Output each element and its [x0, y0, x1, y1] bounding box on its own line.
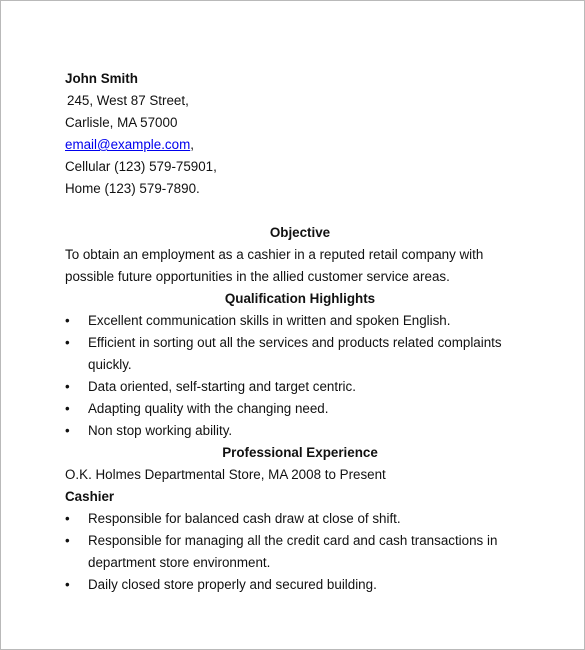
list-item-text: Adapting quality with the changing need.: [88, 401, 329, 416]
email-suffix: ,: [190, 137, 194, 152]
list-item-text: Data oriented, self-starting and target centric.: [88, 379, 356, 394]
list-item: [65, 376, 535, 398]
spacer: [65, 200, 535, 222]
list-item: [65, 420, 535, 442]
list-item-text: Non stop working ability.: [88, 423, 233, 438]
list-item-text: Responsible for managing all the credit card and cash transactions in department store environment.: [88, 533, 498, 570]
contact-name: John Smith: [65, 71, 138, 86]
list-item: [65, 332, 518, 376]
experience-employer: O.K. Holmes Departmental Store, MA 2008 to Present: [65, 467, 386, 482]
email-link[interactable]: email@example.com: [65, 137, 191, 152]
list-item: [65, 530, 518, 574]
bullet-glyph: •: [65, 511, 70, 526]
qualifications-heading: Qualification Highlights: [224, 291, 376, 306]
experience-heading: Professional Experience: [222, 445, 378, 460]
list-item: [65, 310, 535, 332]
objective-heading: Objective: [269, 225, 331, 240]
list-item-text: Responsible for balanced cash draw at close of shift.: [88, 511, 401, 526]
contact-cellular: Cellular (123) 579-75901,: [65, 159, 217, 174]
objective-text: To obtain an employment as a cashier in a reputed retail company with possible future opportunities in the allied customer service areas.: [65, 247, 484, 284]
bullet-glyph: •: [65, 379, 70, 394]
list-item-text: Daily closed store properly and secured building.: [88, 577, 377, 592]
list-item: [65, 398, 535, 420]
list-item: [65, 508, 535, 530]
contact-home: Home (123) 579-7890.: [65, 181, 200, 196]
bullet-glyph: •: [65, 313, 70, 328]
list-item: [65, 574, 535, 596]
bullet-glyph: •: [65, 423, 70, 438]
contact-email-line: [65, 134, 535, 156]
experience-list: [65, 508, 535, 596]
contact-city: Carlisle, MA 57000: [65, 115, 178, 130]
contact-address: 245, West 87 Street,: [67, 93, 189, 108]
bullet-glyph: •: [65, 577, 70, 592]
list-item-text: Efficient in sorting out all the services and products related complaints quickly.: [88, 335, 502, 372]
bullet-glyph: •: [65, 533, 70, 548]
bullet-glyph: •: [65, 401, 70, 416]
experience-role: Cashier: [65, 489, 115, 504]
list-item-text: Excellent communication skills in written and spoken English.: [88, 313, 451, 328]
bullet-glyph: •: [65, 335, 70, 350]
resume-content: [65, 68, 535, 596]
qualifications-list: [65, 310, 535, 442]
